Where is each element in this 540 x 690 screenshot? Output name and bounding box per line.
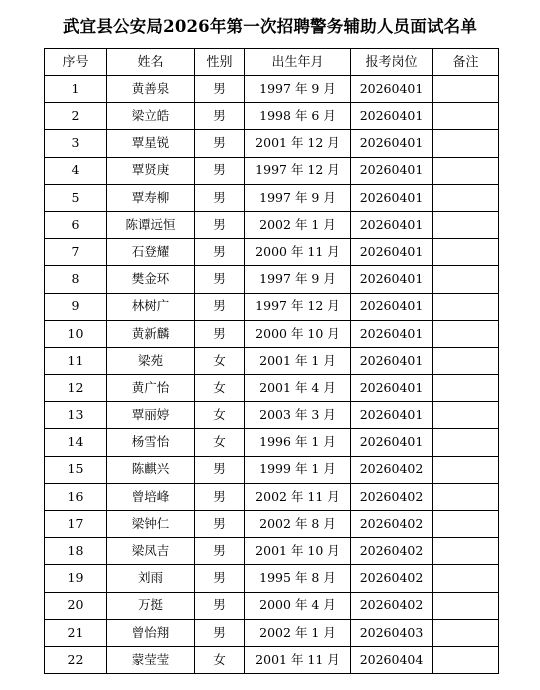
table-row bbox=[45, 76, 499, 103]
birth-date-cell: 1997 年 12 月 bbox=[245, 293, 351, 320]
serial-number-cell: 22 bbox=[45, 646, 107, 673]
applied-position-cell: 20260402 bbox=[351, 565, 433, 592]
table-row bbox=[45, 320, 499, 347]
name-cell: 陈谭远恒 bbox=[107, 211, 195, 238]
birth-date-cell: 2002 年 1 月 bbox=[245, 619, 351, 646]
table-row bbox=[45, 375, 499, 402]
gender-cell: 男 bbox=[195, 103, 245, 130]
table-row bbox=[45, 538, 499, 565]
name-cell: 蒙莹莹 bbox=[107, 646, 195, 673]
header-serial-number: 序号 bbox=[45, 49, 107, 76]
applied-position-cell: 20260402 bbox=[351, 483, 433, 510]
birth-date-cell: 1995 年 8 月 bbox=[245, 565, 351, 592]
serial-number-cell: 21 bbox=[45, 619, 107, 646]
applied-position-cell: 20260401 bbox=[351, 239, 433, 266]
gender-cell: 男 bbox=[195, 592, 245, 619]
remarks-cell bbox=[433, 157, 499, 184]
applied-position-cell: 20260402 bbox=[351, 456, 433, 483]
header-gender: 性别 bbox=[195, 49, 245, 76]
serial-number-cell: 8 bbox=[45, 266, 107, 293]
birth-date-cell: 2001 年 4 月 bbox=[245, 375, 351, 402]
remarks-cell bbox=[433, 293, 499, 320]
applied-position-cell: 20260404 bbox=[351, 646, 433, 673]
applied-position-cell: 20260401 bbox=[351, 320, 433, 347]
birth-date-cell: 2002 年 11 月 bbox=[245, 483, 351, 510]
gender-cell: 男 bbox=[195, 320, 245, 347]
remarks-cell bbox=[433, 347, 499, 374]
table-row bbox=[45, 592, 499, 619]
birth-date-cell: 2000 年 10 月 bbox=[245, 320, 351, 347]
birth-date-cell: 1997 年 12 月 bbox=[245, 157, 351, 184]
serial-number-cell: 3 bbox=[45, 130, 107, 157]
birth-date-cell: 2003 年 3 月 bbox=[245, 402, 351, 429]
applied-position-cell: 20260402 bbox=[351, 511, 433, 538]
name-cell: 樊金环 bbox=[107, 266, 195, 293]
gender-cell: 男 bbox=[195, 130, 245, 157]
header-remarks: 备注 bbox=[433, 49, 499, 76]
remarks-cell bbox=[433, 266, 499, 293]
gender-cell: 男 bbox=[195, 76, 245, 103]
name-cell: 梁钟仁 bbox=[107, 511, 195, 538]
birth-date-cell: 1998 年 6 月 bbox=[245, 103, 351, 130]
birth-date-cell: 2002 年 1 月 bbox=[245, 211, 351, 238]
birth-date-cell: 2001 年 12 月 bbox=[245, 130, 351, 157]
table-row bbox=[45, 130, 499, 157]
gender-cell: 男 bbox=[195, 211, 245, 238]
remarks-cell bbox=[433, 103, 499, 130]
gender-cell: 女 bbox=[195, 646, 245, 673]
serial-number-cell: 18 bbox=[45, 538, 107, 565]
name-cell: 曾怡翔 bbox=[107, 619, 195, 646]
remarks-cell bbox=[433, 76, 499, 103]
serial-number-cell: 16 bbox=[45, 483, 107, 510]
gender-cell: 女 bbox=[195, 375, 245, 402]
remarks-cell bbox=[433, 619, 499, 646]
applied-position-cell: 20260401 bbox=[351, 103, 433, 130]
remarks-cell bbox=[433, 184, 499, 211]
gender-cell: 女 bbox=[195, 402, 245, 429]
applied-position-cell: 20260401 bbox=[351, 375, 433, 402]
applied-position-cell: 20260401 bbox=[351, 130, 433, 157]
applied-position-cell: 20260401 bbox=[351, 293, 433, 320]
serial-number-cell: 6 bbox=[45, 211, 107, 238]
name-cell: 刘雨 bbox=[107, 565, 195, 592]
table-row bbox=[45, 157, 499, 184]
document-title: 武宜县公安局2026年第一次招聘警务辅助人员面试名单 bbox=[62, 17, 478, 36]
birth-date-cell: 2002 年 8 月 bbox=[245, 511, 351, 538]
table-row bbox=[45, 239, 499, 266]
applied-position-cell: 20260402 bbox=[351, 592, 433, 619]
name-cell: 梁立皓 bbox=[107, 103, 195, 130]
applied-position-cell: 20260401 bbox=[351, 429, 433, 456]
applied-position-cell: 20260401 bbox=[351, 211, 433, 238]
gender-cell: 男 bbox=[195, 511, 245, 538]
table-row bbox=[45, 347, 499, 374]
applied-position-cell: 20260402 bbox=[351, 538, 433, 565]
remarks-cell bbox=[433, 646, 499, 673]
birth-date-cell: 1999 年 1 月 bbox=[245, 456, 351, 483]
applied-position-cell: 20260401 bbox=[351, 76, 433, 103]
name-cell: 黄新麟 bbox=[107, 320, 195, 347]
remarks-cell bbox=[433, 592, 499, 619]
name-cell: 梁苑 bbox=[107, 347, 195, 374]
name-cell: 石登耀 bbox=[107, 239, 195, 266]
header-birth-date: 出生年月 bbox=[245, 49, 351, 76]
serial-number-cell: 12 bbox=[45, 375, 107, 402]
gender-cell: 男 bbox=[195, 483, 245, 510]
table-row bbox=[45, 483, 499, 510]
applied-position-cell: 20260403 bbox=[351, 619, 433, 646]
remarks-cell bbox=[433, 402, 499, 429]
remarks-cell bbox=[433, 538, 499, 565]
serial-number-cell: 5 bbox=[45, 184, 107, 211]
birth-date-cell: 1997 年 9 月 bbox=[245, 266, 351, 293]
gender-cell: 男 bbox=[195, 456, 245, 483]
remarks-cell bbox=[433, 483, 499, 510]
table-row bbox=[45, 266, 499, 293]
name-cell: 梁凤吉 bbox=[107, 538, 195, 565]
gender-cell: 女 bbox=[195, 347, 245, 374]
birth-date-cell: 2001 年 1 月 bbox=[245, 347, 351, 374]
gender-cell: 男 bbox=[195, 565, 245, 592]
name-cell: 覃星锐 bbox=[107, 130, 195, 157]
gender-cell: 男 bbox=[195, 239, 245, 266]
applied-position-cell: 20260401 bbox=[351, 347, 433, 374]
name-cell: 曾培峰 bbox=[107, 483, 195, 510]
table-row bbox=[45, 429, 499, 456]
serial-number-cell: 13 bbox=[45, 402, 107, 429]
serial-number-cell: 2 bbox=[45, 103, 107, 130]
table-row bbox=[45, 103, 499, 130]
serial-number-cell: 4 bbox=[45, 157, 107, 184]
birth-date-cell: 1997 年 9 月 bbox=[245, 76, 351, 103]
birth-date-cell: 2001 年 10 月 bbox=[245, 538, 351, 565]
gender-cell: 男 bbox=[195, 619, 245, 646]
serial-number-cell: 10 bbox=[45, 320, 107, 347]
table-row bbox=[45, 565, 499, 592]
serial-number-cell: 14 bbox=[45, 429, 107, 456]
gender-cell: 男 bbox=[195, 538, 245, 565]
birth-date-cell: 1996 年 1 月 bbox=[245, 429, 351, 456]
remarks-cell bbox=[433, 239, 499, 266]
table-row bbox=[45, 402, 499, 429]
serial-number-cell: 1 bbox=[45, 76, 107, 103]
gender-cell: 男 bbox=[195, 266, 245, 293]
remarks-cell bbox=[433, 565, 499, 592]
serial-number-cell: 19 bbox=[45, 565, 107, 592]
applied-position-cell: 20260401 bbox=[351, 402, 433, 429]
serial-number-cell: 17 bbox=[45, 511, 107, 538]
serial-number-cell: 9 bbox=[45, 293, 107, 320]
serial-number-cell: 11 bbox=[45, 347, 107, 374]
applied-position-cell: 20260401 bbox=[351, 266, 433, 293]
name-cell: 杨雪怡 bbox=[107, 429, 195, 456]
birth-date-cell: 2001 年 11 月 bbox=[245, 646, 351, 673]
name-cell: 黄广怡 bbox=[107, 375, 195, 402]
name-cell: 覃丽婷 bbox=[107, 402, 195, 429]
gender-cell: 女 bbox=[195, 429, 245, 456]
header-name: 姓名 bbox=[107, 49, 195, 76]
gender-cell: 男 bbox=[195, 184, 245, 211]
remarks-cell bbox=[433, 211, 499, 238]
serial-number-cell: 20 bbox=[45, 592, 107, 619]
name-cell: 林树广 bbox=[107, 293, 195, 320]
remarks-cell bbox=[433, 511, 499, 538]
table-body bbox=[45, 76, 499, 674]
birth-date-cell: 2000 年 4 月 bbox=[245, 592, 351, 619]
name-cell: 黄善泉 bbox=[107, 76, 195, 103]
table-row bbox=[45, 184, 499, 211]
table-row bbox=[45, 211, 499, 238]
name-cell: 陈麒兴 bbox=[107, 456, 195, 483]
applied-position-cell: 20260401 bbox=[351, 157, 433, 184]
table-header-row bbox=[45, 49, 499, 76]
applied-position-cell: 20260401 bbox=[351, 184, 433, 211]
birth-date-cell: 1997 年 9 月 bbox=[245, 184, 351, 211]
remarks-cell bbox=[433, 456, 499, 483]
birth-date-cell: 2000 年 11 月 bbox=[245, 239, 351, 266]
gender-cell: 男 bbox=[195, 293, 245, 320]
table-row bbox=[45, 456, 499, 483]
name-cell: 覃贤庚 bbox=[107, 157, 195, 184]
remarks-cell bbox=[433, 320, 499, 347]
remarks-cell bbox=[433, 375, 499, 402]
serial-number-cell: 15 bbox=[45, 456, 107, 483]
table-row bbox=[45, 293, 499, 320]
gender-cell: 男 bbox=[195, 157, 245, 184]
remarks-cell bbox=[433, 429, 499, 456]
interview-list-table bbox=[44, 48, 499, 674]
header-applied-position: 报考岗位 bbox=[351, 49, 433, 76]
serial-number-cell: 7 bbox=[45, 239, 107, 266]
table-row bbox=[45, 619, 499, 646]
table-row bbox=[45, 511, 499, 538]
name-cell: 万挺 bbox=[107, 592, 195, 619]
table-row bbox=[45, 646, 499, 673]
remarks-cell bbox=[433, 130, 499, 157]
name-cell: 覃寿柳 bbox=[107, 184, 195, 211]
